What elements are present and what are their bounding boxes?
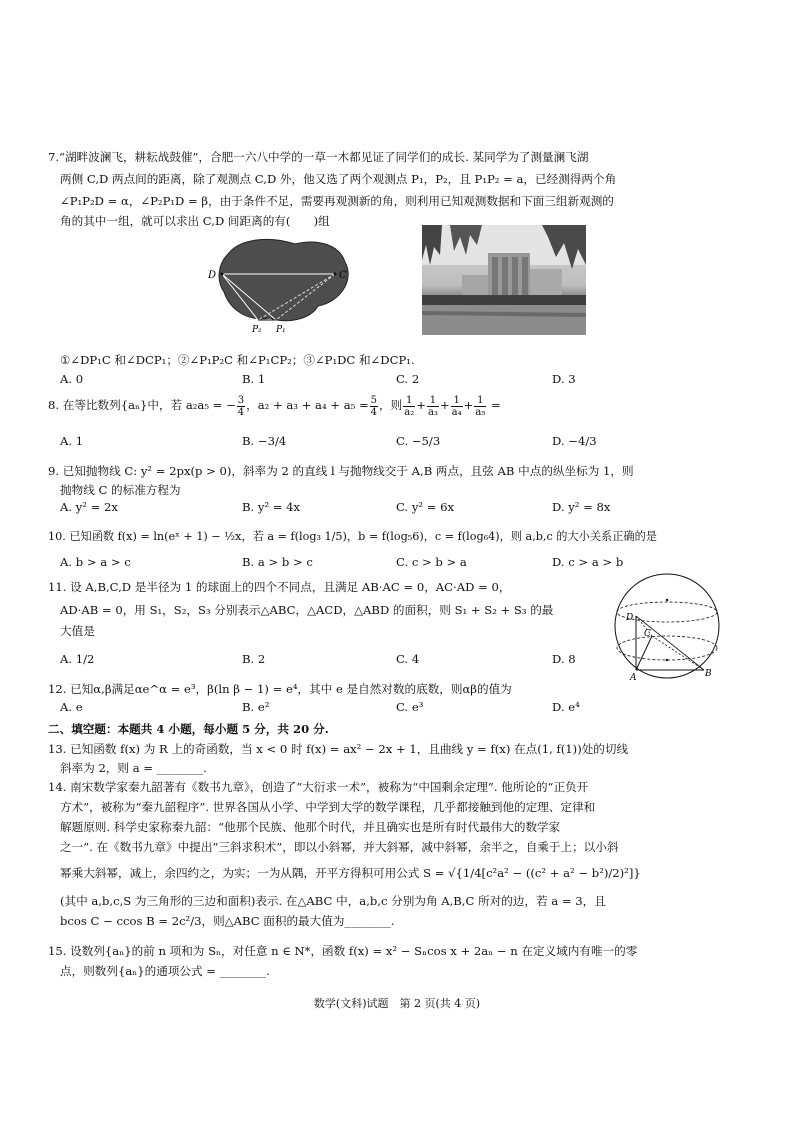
q8-inv-a4: $\frac{1}{\text{a₄}}$ bbox=[451, 394, 462, 418]
lake-diagram bbox=[200, 232, 360, 340]
label-C: C bbox=[644, 629, 651, 639]
q14-line-3: 解题原则. 科学史家称秦九韶：“他那个民族、他那个时代，并且确实也是所有时代最伟大的数学家 bbox=[60, 820, 561, 834]
sphere-diagram bbox=[612, 570, 722, 682]
q8-option-c: C. −5/3 bbox=[396, 434, 441, 448]
q14-line-7: bcos C − ccos B = 2c²/3，则△ABC 面积的最大值为________. bbox=[60, 914, 395, 928]
q9-line-1: 9. 已知抛物线 C: y² = 2px(p > 0)，斜率为 2 的直线 l 与抛物线交于 A,B 两点，且弦 AB 中点的纵坐标为 1，则 bbox=[48, 464, 634, 478]
q8-inv-a3: $\frac{1}{\text{a₃}}$ bbox=[427, 394, 438, 418]
q11-option-d: D. 8 bbox=[552, 652, 576, 666]
q11-option-c: C. 4 bbox=[396, 652, 420, 666]
q13-line-2: 斜率为 2，则 a = ________. bbox=[60, 761, 207, 775]
q7-conditions: ①∠DP₁C 和∠DCP₁；②∠P₁P₂C 和∠P₁CP₂；③∠P₁DC 和∠DCP₁. bbox=[60, 353, 415, 367]
q11-line-1: 11. 设 A,B,C,D 是半径为 1 的球面上的四个不同点，且满足 AB·AC = 0，AC·AD = 0， bbox=[48, 580, 511, 594]
page-footer: 数学(文科)试题 第 2 页(共 4 页) bbox=[313, 997, 481, 1010]
campus-lake-photo bbox=[422, 225, 586, 335]
q13-line-1: 13. 已知函数 f(x) 为 R 上的奇函数，当 x < 0 时 f(x) = ax² − 2x + 1，且曲线 y = f(x) 在点(1, f(1))处的切线 bbox=[48, 742, 629, 756]
q9-line-2: 抛物线 C 的标准方程为 bbox=[60, 483, 181, 497]
q7-option-b: B. 1 bbox=[242, 372, 266, 386]
q14-line-6: (其中 a,b,c,S 为三角形的三边和面积)表示. 在△ABC 中，a,b,c 分别为角 A,B,C 所对的边，若 a = 3，且 bbox=[60, 894, 606, 908]
q10-option-c: C. c > b > a bbox=[396, 555, 467, 569]
q8-prefix: 8. 在等比数列{aₙ}中，若 a₂a₅ = − bbox=[48, 398, 236, 412]
q8-inv-a2: $\frac{1}{\text{a₂}}$ bbox=[404, 394, 415, 418]
q8-option-d: D. −4/3 bbox=[552, 434, 597, 448]
q12-option-d: D. e⁴ bbox=[552, 700, 580, 714]
q12-option-c: C. e³ bbox=[396, 700, 424, 714]
q14-line-4: 之一”. 在《数书九章》中提出“三斜求积术”，即以小斜幂，并大斜幂，减中斜幂，余半之，自乘于上；以小斜 bbox=[60, 840, 619, 854]
q9-option-b: B. y² = 4x bbox=[242, 500, 301, 514]
q7-line-3: ∠P₁P₂D = α，∠P₂P₁D = β，由于条件不足，需要再观测新的角，则利用已知观测数据和下面三组新观测的 bbox=[60, 194, 614, 208]
q11-option-b: B. 2 bbox=[242, 652, 266, 666]
label-D: D bbox=[208, 270, 217, 281]
q7-line-2: 两侧 C,D 两点间的距离，除了观测点 C,D 外，他又选了两个观测点 P₁，P₂，且 P₁P₂ = a，已经测得两个角 bbox=[60, 172, 617, 186]
q8-stem: 8. 在等比数列{aₙ}中，若 a₂a₅ = − $\frac{3}{4}$ ，a₂ + a₃ + a₄ + a₅ = $\frac{5}{4}$ ，则 $\frac{1}{\text{a₂}}$ + $\frac{1}{\text{a₃}}$ + $\frac{1}{\text{a₄}}$ + $\frac{1}{\text{a₅}}$ = bbox=[48, 394, 501, 418]
q10-option-d: D. c > a > b bbox=[552, 555, 624, 569]
label-B: B bbox=[705, 669, 712, 679]
label-C: C bbox=[339, 270, 347, 281]
q8-option-a: A. 1 bbox=[60, 434, 84, 448]
label-A: A bbox=[630, 673, 637, 682]
q8-inv-a5: $\frac{1}{\text{a₅}}$ bbox=[475, 394, 486, 418]
q9-option-c: C. y² = 6x bbox=[396, 500, 455, 514]
q9-option-d: D. y² = 8x bbox=[552, 500, 611, 514]
q7-line-4: 角的其中一组，就可以求出 C,D 间距离的有( )组 bbox=[60, 214, 330, 228]
q8-frac-1: $\frac{3}{4}$ bbox=[237, 394, 245, 418]
q11-line-3: 大值是 bbox=[60, 624, 95, 638]
q14-line-1: 14. 南宋数学家秦九韶著有《数书九章》，创造了“大衍求一术”，被称为“中国剩余定理”. 他所论的“正负开 bbox=[48, 780, 589, 794]
q14-line-2: 方术”，被称为“秦九韶程序”. 世界各国从小学、中学到大学的数学课程，几乎都接触到他的定理、定律和 bbox=[60, 800, 596, 814]
q8-frac-2: $\frac{5}{4}$ bbox=[370, 394, 378, 418]
q9-option-a: A. y² = 2x bbox=[60, 500, 118, 514]
q7-line-1: 7.“湖畔波澜飞，耕耘战鼓催”，合肥一六八中学的一草一木都见证了同学们的成长. 某同学为了测量澜飞湖 bbox=[48, 150, 589, 164]
q10-stem: 10. 已知函数 f(x) = ln(eˣ + 1) − ½x，若 a = f(log₃ 1/5)，b = f(log₅6)，c = f(log₆4)，则 a,b,c 的大小关系正确的是 bbox=[48, 530, 657, 543]
q8-option-b: B. −3/4 bbox=[242, 434, 287, 448]
q12-stem: 12. 已知α,β满足αe^α = e³，β(ln β − 1) = e⁴，其中 e 是自然对数的底数，则αβ的值为 bbox=[48, 682, 512, 696]
section-fill-in-title: 二、填空题：本题共 4 小题，每小题 5 分，共 20 分. bbox=[48, 722, 329, 736]
q12-option-a: A. e bbox=[60, 700, 83, 714]
q12-option-b: B. e² bbox=[242, 700, 270, 714]
q8-mid-2: ，则 bbox=[379, 398, 403, 412]
q8-mid-1: ，a₂ + a₃ + a₄ + a₅ = bbox=[246, 398, 369, 412]
q10-option-a: A. b > a > c bbox=[60, 555, 131, 569]
q15-line-1: 15. 设数列{aₙ}的前 n 项和为 Sₙ，对任意 n ∈ N*，函数 f(x) = x² − Sₙcos x + 2aₙ − n 在定义域内有唯一的零 bbox=[48, 944, 638, 958]
q11-option-a: A. 1/2 bbox=[60, 652, 95, 666]
label-D: D bbox=[626, 613, 634, 623]
q7-option-c: C. 2 bbox=[396, 372, 420, 386]
q10-option-b: B. a > b > c bbox=[242, 555, 313, 569]
q15-line-2: 点，则数列{aₙ}的通项公式 = ________. bbox=[60, 964, 270, 978]
q11-line-2: AD·AB = 0，用 S₁，S₂，S₃ 分别表示△ABC，△ACD，△ABD 的面积，则 S₁ + S₂ + S₃ 的最 bbox=[60, 603, 554, 617]
label-P2: P₂ bbox=[252, 325, 262, 335]
q7-option-d: D. 3 bbox=[552, 372, 576, 386]
q7-option-a: A. 0 bbox=[60, 372, 84, 386]
label-P1: P₁ bbox=[276, 325, 286, 335]
q14-line-5: 幂乘大斜幂，减上，余四约之，为实；一为从隅，开平方得积可用公式 S = √{1/4[c²a² − ((c² + a² − b²)/2)²]} bbox=[60, 866, 641, 880]
